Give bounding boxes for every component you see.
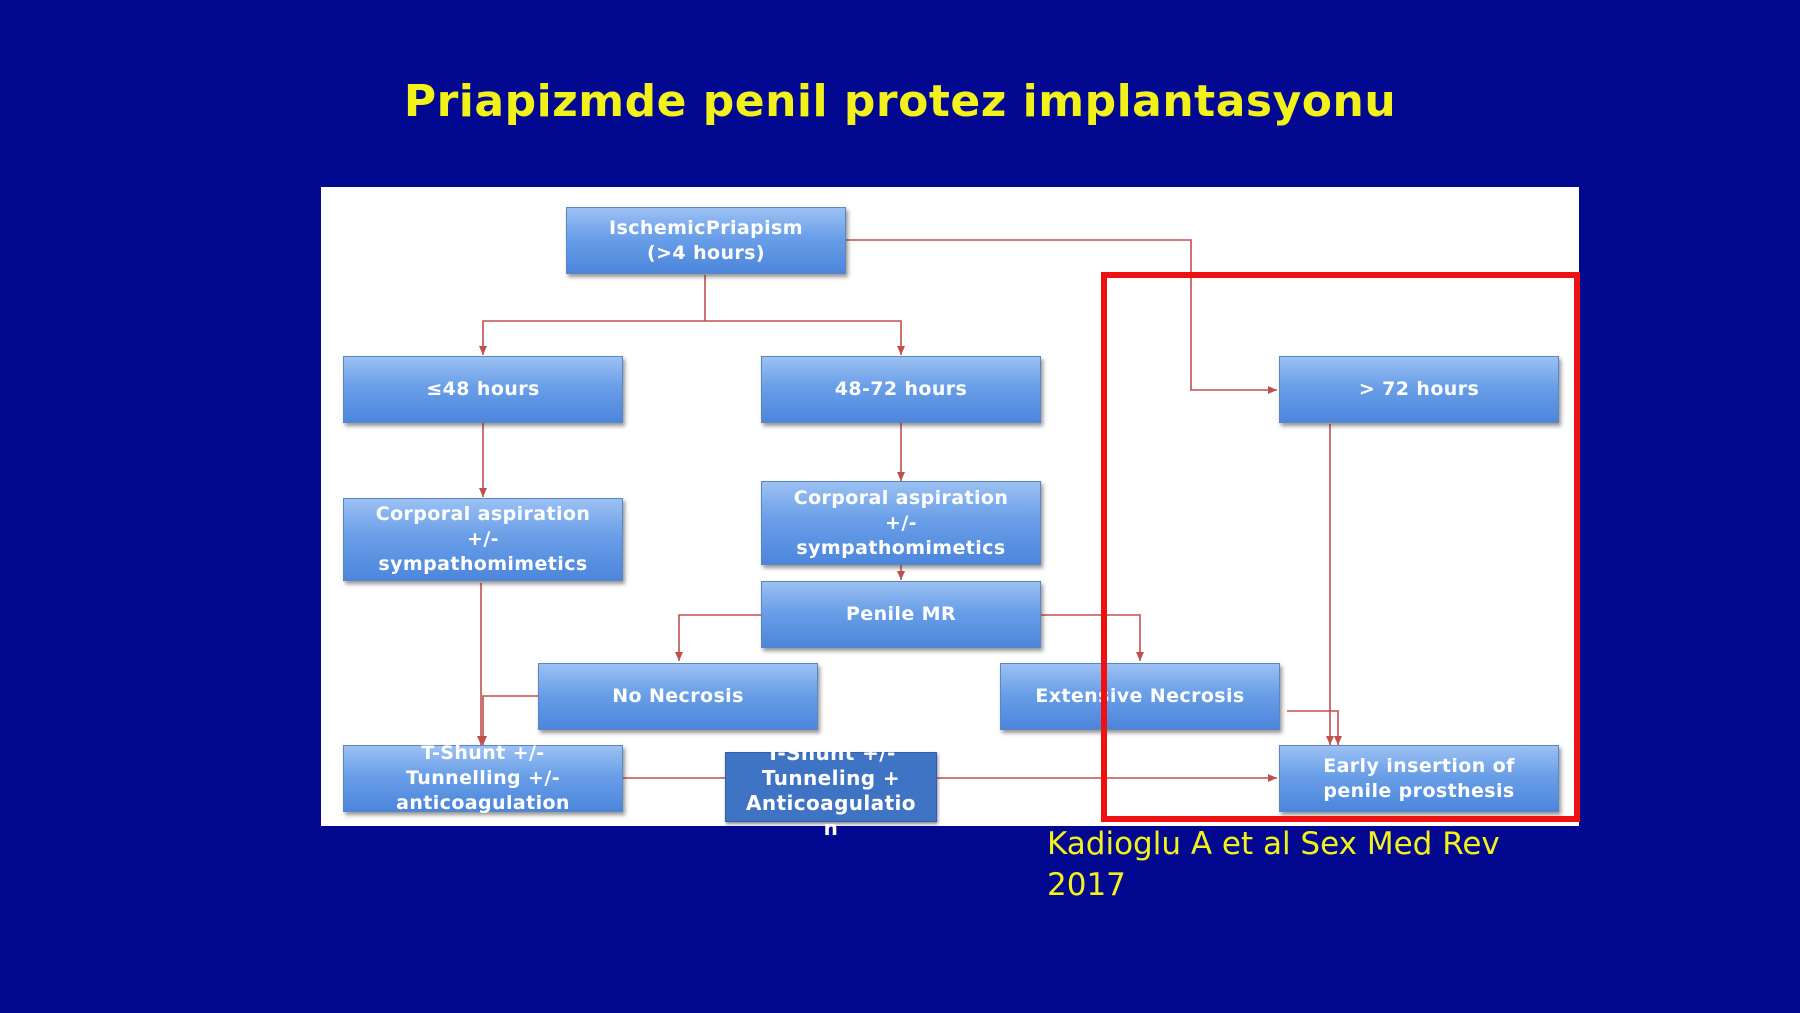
node-tshunt [343, 742, 623, 814]
slide-title: Priapizmde penil protez implantasyonu [403, 76, 1397, 127]
node-tshunt-anticoagulation [725, 741, 937, 840]
node-aspiration-left-label: Corporal aspiration +/- sympathomimetics [375, 503, 591, 575]
connector-no-necrosis-tshunt [483, 696, 538, 745]
connector-to-le48 [483, 321, 705, 355]
node-48-72-hours-label: 48-72 hours [834, 378, 968, 400]
citation-line-2: 2017 [1047, 867, 1126, 903]
node-tshunt-label: T-Shunt +/- Tunnelling +/- anticoagulation [396, 742, 570, 814]
node-le48-hours-label: ≤48 hours [426, 378, 540, 400]
node-extensive-necrosis-label: Extensive Necrosis [1035, 685, 1245, 707]
node-ischemic-priapism-label: IschemicPriapism (>4 hours) [609, 216, 803, 264]
node-48-72-hours [761, 356, 1041, 423]
node-aspiration-left [343, 498, 623, 581]
node-ischemic-priapism [566, 207, 846, 274]
node-gt72-hours-label: > 72 hours [1358, 378, 1480, 400]
node-tshunt-anticoagulation-label: T-Shunt +/- Tunneling + Anticoagulatio n [746, 741, 916, 840]
connector-mr-no-necrosis [679, 615, 761, 661]
node-no-necrosis-label: No Necrosis [612, 685, 744, 707]
citation-line-1: Kadioglu A et al Sex Med Rev [1047, 826, 1500, 862]
node-penile-mr [761, 581, 1041, 648]
citation [1047, 824, 1647, 906]
node-no-necrosis [538, 663, 818, 730]
node-aspiration-mid [761, 481, 1041, 565]
node-early-insertion-label: Early insertion of penile prosthesis [1323, 754, 1515, 802]
node-le48-hours [343, 356, 623, 423]
connector-to-48-72 [705, 321, 901, 355]
node-aspiration-mid-label: Corporal aspiration +/- sympathomimetics [793, 486, 1009, 559]
highlight-frame [1101, 272, 1580, 822]
node-penile-mr-label: Penile MR [845, 603, 956, 625]
